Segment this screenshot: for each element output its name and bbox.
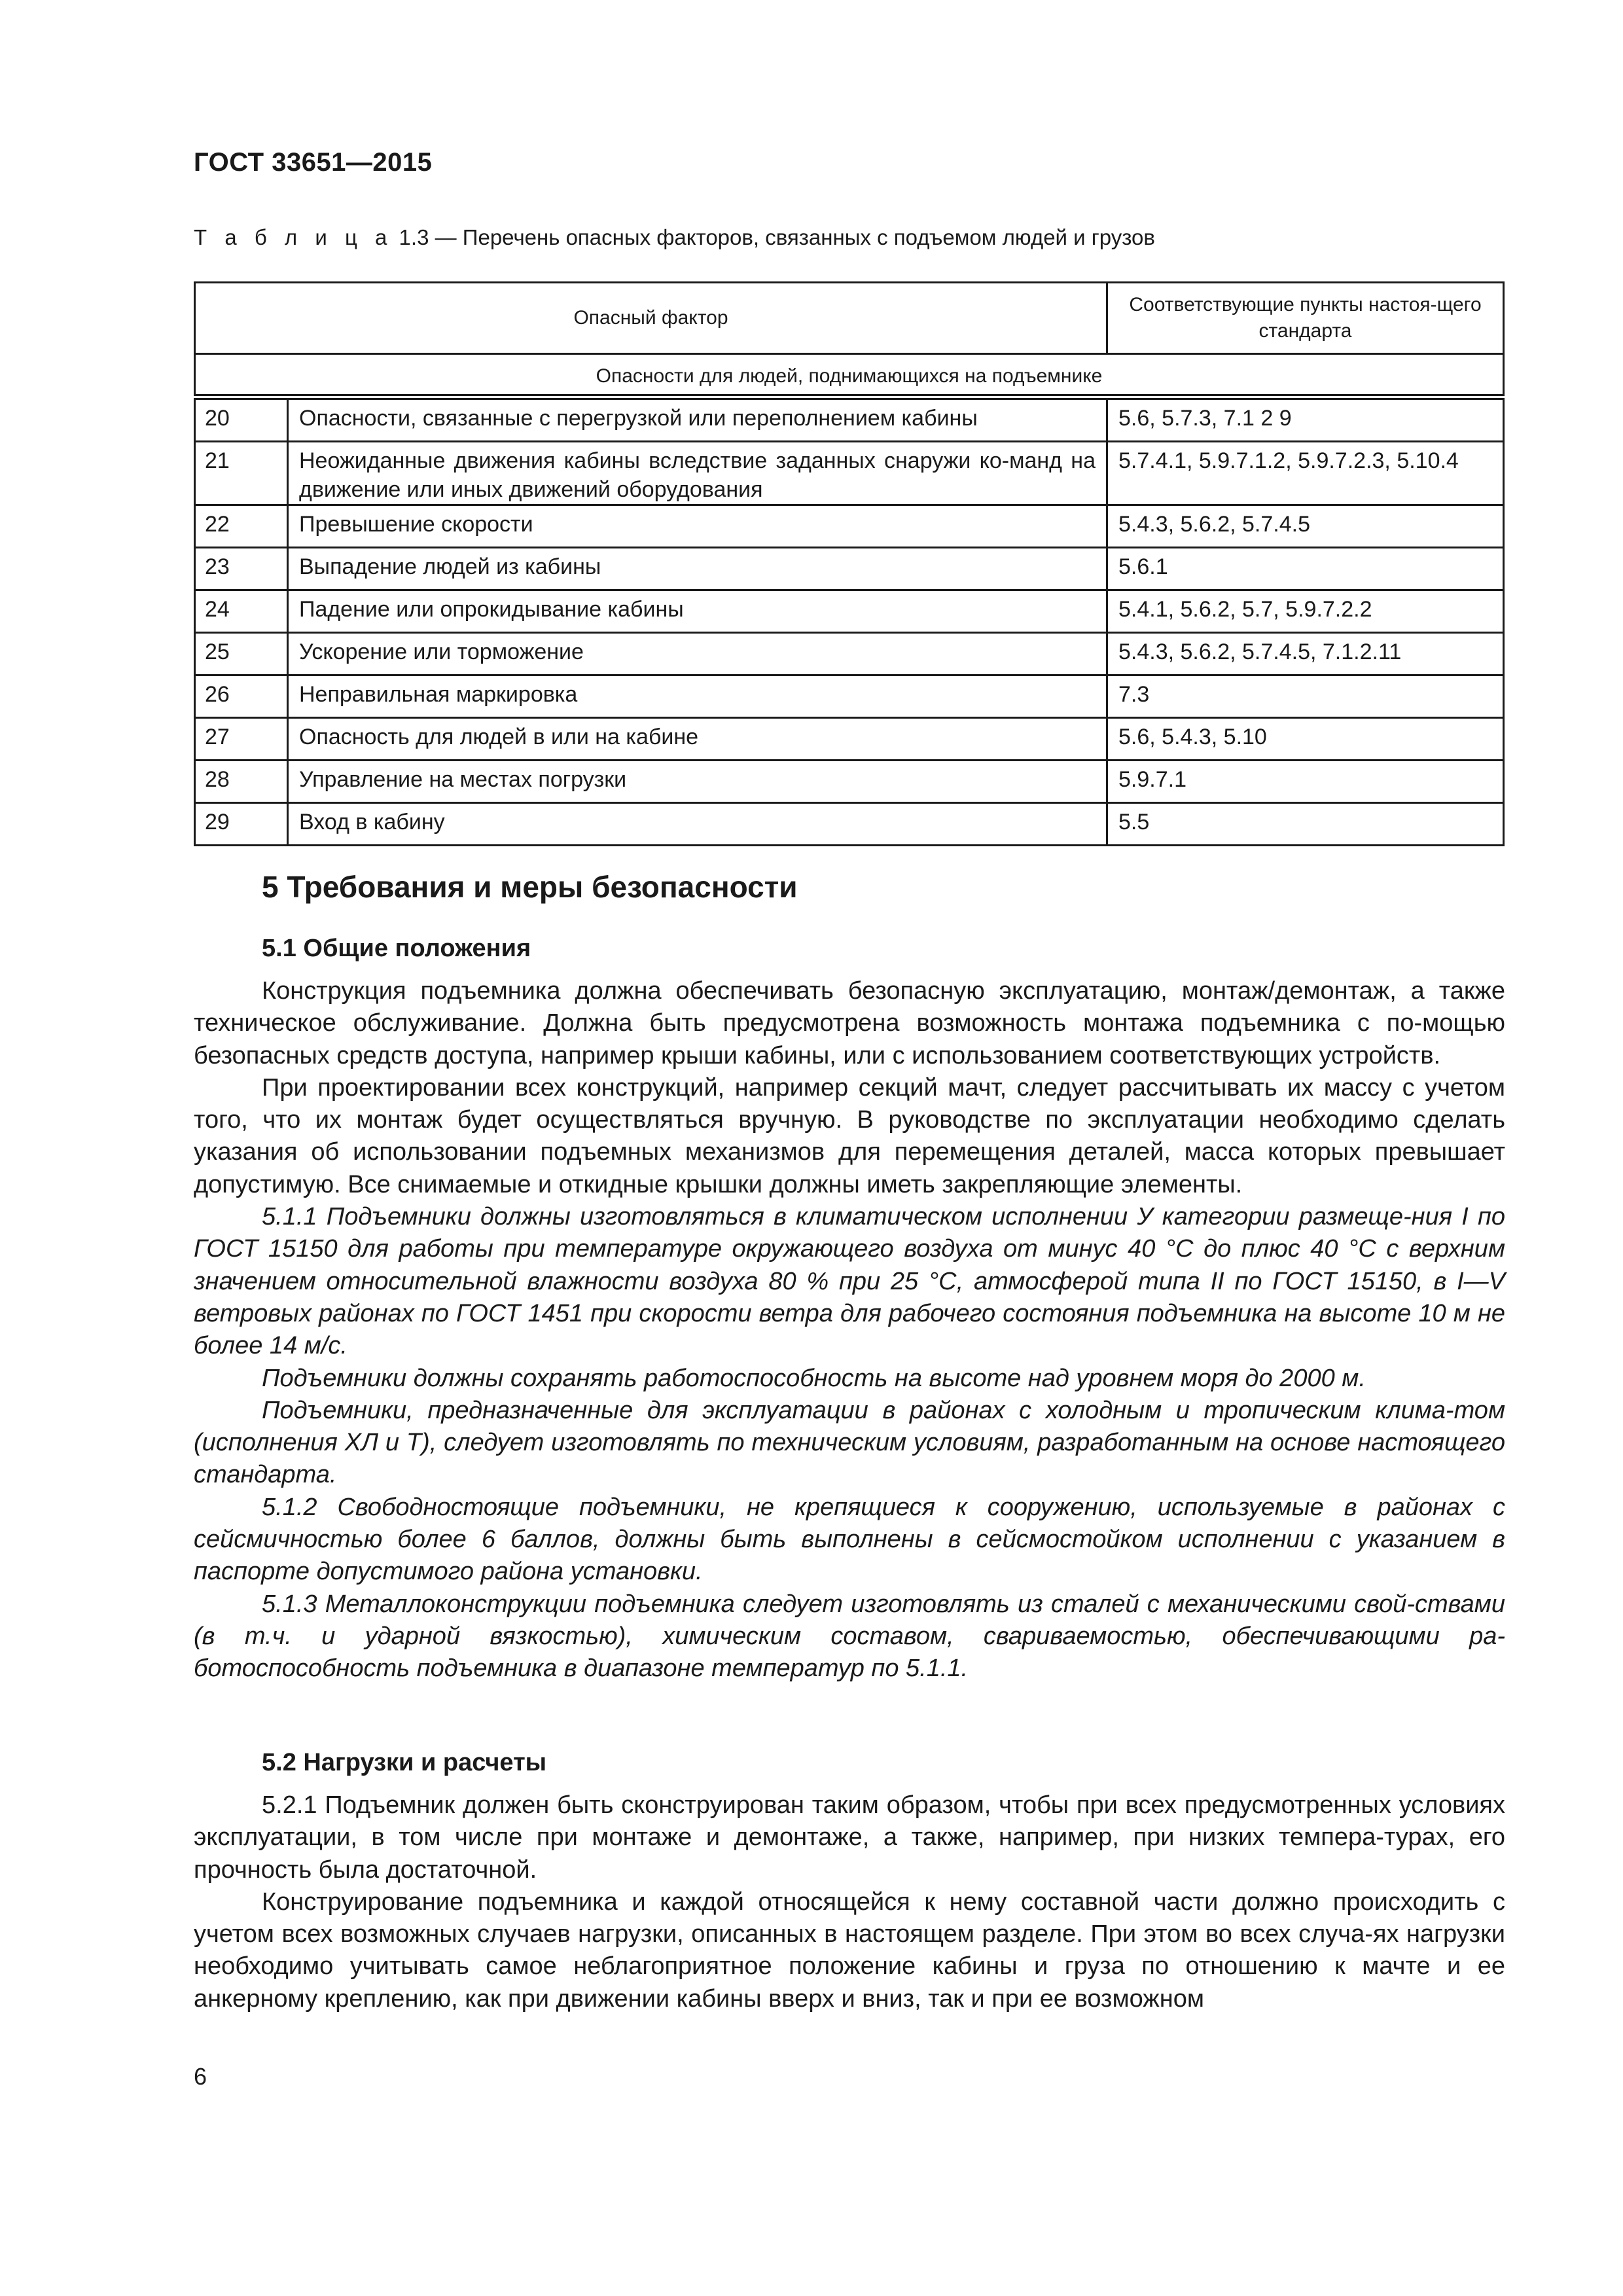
table-row bbox=[195, 397, 1504, 442]
row-number: 20 bbox=[195, 397, 288, 442]
paragraph: При проектировании всех конструкций, например секций мачт, следует рассчитывать их массу с учетом того, что их монтаж будет осуществляться вручную. В руководстве по эксплуатации необходимо сделать указания об использовании подъемных механизмов для перемещения деталей, масса которых превышает допустимую. Все снимаемые и откидные крышки должны иметь закрепляющие элементы. bbox=[194, 1073, 1505, 1198]
column-header-factor: Опасный фактор bbox=[195, 283, 1107, 354]
table-row bbox=[195, 675, 1504, 718]
paragraph-5-2-1: 5.2.1 Подъемник должен быть сконструирован таким образом, чтобы при всех предусмотренных условиях эксплуатации, в том числе при монтаже и демонтаже, а также, например, при низких темпера-турах, его прочность была достаточной. bbox=[194, 1791, 1505, 1884]
row-clauses: 5.4.1, 5.6.2, 5.7, 5.9.7.2.2 bbox=[1107, 590, 1504, 633]
row-factor: Ускорение или торможение bbox=[288, 633, 1107, 675]
table-row bbox=[195, 718, 1504, 761]
row-factor: Выпадение людей из кабины bbox=[288, 548, 1107, 590]
row-factor: Опасности, связанные с перегрузкой или переполнением кабины bbox=[288, 397, 1107, 442]
row-number: 27 bbox=[195, 718, 288, 761]
paragraph: Конструирование подъемника и каждой относящейся к нему составной части должно происходить с учетом всех возможных случаев нагрузки, описанных в настоящем разделе. При этом во всех случа-ях нагрузки необходимо учитывать самое неблагоприятное положение кабины и груза по отношению к мачте и ее анкерному креплению, как при движении кабины вверх и вниз, так и при ее возможном bbox=[194, 1888, 1505, 2013]
column-header-clauses: Соответствующие пункты настоя-щего стандарта bbox=[1107, 283, 1504, 354]
row-number: 24 bbox=[195, 590, 288, 633]
row-number: 29 bbox=[195, 803, 288, 846]
paragraph: Конструкция подъемника должна обеспечивать безопасную эксплуатацию, монтаж/демонтаж, а также техническое обслуживание. Должна быть предусмотрена возможность монтажа подъемника с по-мощью безопасных средств доступа, например крыши кабины, или с использованием соответствующих устройств. bbox=[194, 977, 1505, 1069]
row-clauses: 5.4.3, 5.6.2, 5.7.4.5, 7.1.2.11 bbox=[1107, 633, 1504, 675]
row-clauses: 7.3 bbox=[1107, 675, 1504, 718]
standard-code: ГОСТ 33651—2015 bbox=[194, 148, 433, 177]
row-factor: Неожиданные движения кабины вследствие заданных снаружи ко-манд на движение или иных движений оборудования bbox=[288, 442, 1107, 505]
table-caption bbox=[194, 225, 1155, 250]
table-row bbox=[195, 590, 1504, 633]
row-factor: Превышение скорости bbox=[288, 505, 1107, 548]
paragraph: Подъемники должны сохранять работоспособность на высоте над уровнем моря до 2000 м. bbox=[262, 1364, 1366, 1392]
paragraph-5-1-1: 5.1.1 Подъемники должны изготовляться в климатическом исполнении У категории размеще-ния I по ГОСТ 15150 для работы при температуре окружающего воздуха от минус 40 °С до плюс 40 °С с верхним значением относительной влажности воздуха 80 % при 25 °С, атмосферой типа II по ГОСТ 15150, в I—V ветровых районах по ГОСТ 1451 при скорости ветра для рабочего состояния подъемника на высоте 10 м не более 14 м/с. bbox=[194, 1203, 1505, 1360]
row-factor: Вход в кабину bbox=[288, 803, 1107, 846]
row-factor: Опасность для людей в или на кабине bbox=[288, 718, 1107, 761]
row-number: 25 bbox=[195, 633, 288, 675]
table-row bbox=[195, 505, 1504, 548]
row-clauses: 5.5 bbox=[1107, 803, 1504, 846]
row-number: 23 bbox=[195, 548, 288, 590]
subsection-5-1-title: 5.1 Общие положения bbox=[262, 935, 531, 962]
subsection-5-2-title: 5.2 Нагрузки и расчеты bbox=[262, 1749, 547, 1776]
row-number: 28 bbox=[195, 761, 288, 803]
table-row bbox=[195, 548, 1504, 590]
subsection-5-2-body bbox=[194, 1789, 1505, 2015]
table-row bbox=[195, 761, 1504, 803]
table-header-row bbox=[195, 283, 1504, 354]
row-number: 22 bbox=[195, 505, 288, 548]
paragraph-5-1-2: 5.1.2 Свободностоящие подъемники, не крепящиеся к сооружению, используемые в районах с сейсмичностью более 6 баллов, должны быть выполнены в сейсмостойком исполнении с указанием в паспорте допустимого района установки. bbox=[194, 1493, 1505, 1586]
row-number: 21 bbox=[195, 442, 288, 505]
row-clauses: 5.6, 5.7.3, 7.1 2 9 bbox=[1107, 397, 1504, 442]
section-5-title: 5 Требования и меры безопасности bbox=[262, 870, 798, 904]
row-clauses: 5.7.4.1, 5.9.7.1.2, 5.9.7.2.3, 5.10.4 bbox=[1107, 442, 1504, 505]
table-caption-text: 1.3 — Перечень опасных факторов, связанных с подъемом людей и грузов bbox=[399, 225, 1155, 249]
table-row bbox=[195, 633, 1504, 675]
table-section-row bbox=[195, 354, 1504, 397]
row-factor: Падение или опрокидывание кабины bbox=[288, 590, 1107, 633]
table-section-title: Опасности для людей, поднимающихся на подъемнике bbox=[195, 354, 1504, 397]
table-row bbox=[195, 442, 1504, 505]
row-clauses: 5.9.7.1 bbox=[1107, 761, 1504, 803]
paragraph: Подъемники, предназначенные для эксплуатации в районах с холодным и тропическим клима-том (исполнения ХЛ и Т), следует изготовлять по техническим условиям, разработанным на основе настоящего стандарта. bbox=[194, 1396, 1505, 1489]
row-clauses: 5.4.3, 5.6.2, 5.7.4.5 bbox=[1107, 505, 1504, 548]
table-caption-label: Т а б л и ц а bbox=[194, 225, 393, 249]
page-number: 6 bbox=[194, 2063, 207, 2090]
row-clauses: 5.6.1 bbox=[1107, 548, 1504, 590]
paragraph-5-1-3: 5.1.3 Металлоконструкции подъемника следует изготовлять из сталей с механическими свой-ствами (в т.ч. и ударной вязкостью), химическим составом, свариваемостью, обеспечивающими ра-ботоспособность подъемника в диапазоне температур по 5.1.1. bbox=[194, 1590, 1505, 1683]
row-number: 26 bbox=[195, 675, 288, 718]
table-row bbox=[195, 803, 1504, 846]
hazards-table bbox=[194, 281, 1505, 846]
row-factor: Управление на местах погрузки bbox=[288, 761, 1107, 803]
subsection-5-1-body bbox=[194, 975, 1505, 1685]
row-clauses: 5.6, 5.4.3, 5.10 bbox=[1107, 718, 1504, 761]
row-factor: Неправильная маркировка bbox=[288, 675, 1107, 718]
